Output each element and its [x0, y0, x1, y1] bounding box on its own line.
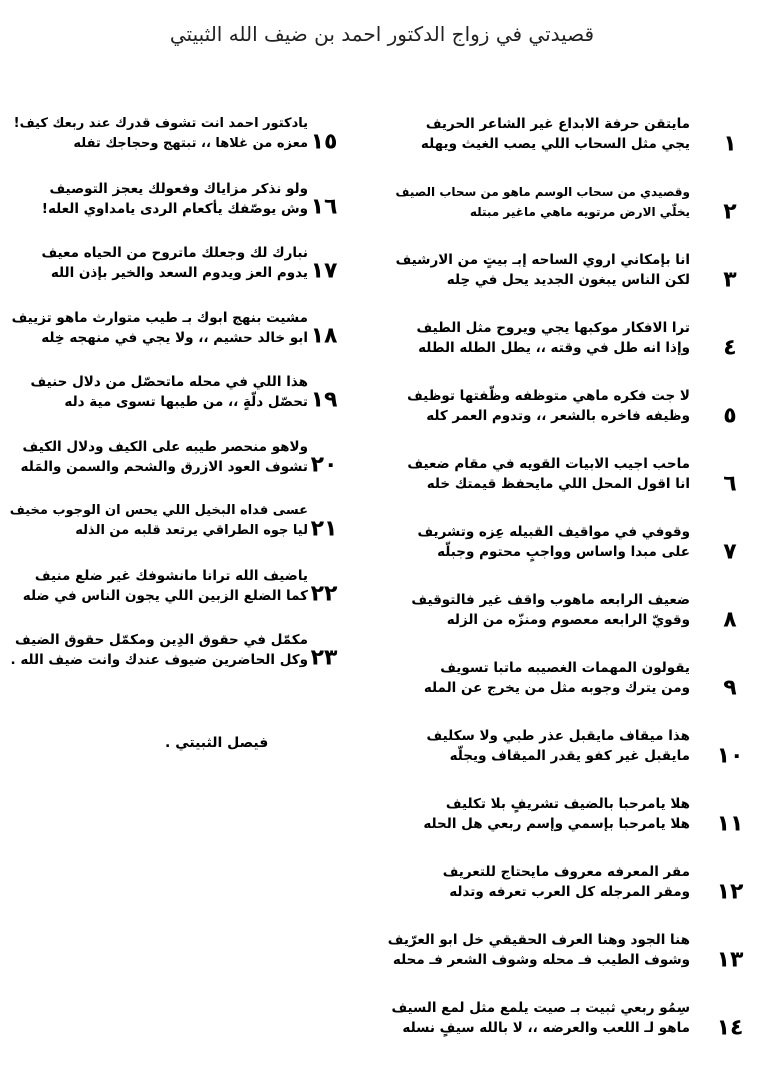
stanza-number: ١٨	[310, 323, 338, 349]
verse-line-2: انا اقول المحل اللي مايحفظ قيمتك خله	[426, 476, 690, 492]
verse-line-2: معزه من غلاها ،، تبتهج وحجاجك تفله	[73, 136, 308, 151]
stanza-lines	[396, 182, 690, 222]
verse-line-1: هذا ميقاف مايقبل عذر طبي ولا سكليف	[426, 728, 690, 744]
stanza-number: ١٦	[310, 194, 338, 220]
stanza-lines	[421, 114, 690, 154]
stanza	[0, 433, 380, 498]
stanza-number: ٢٠	[310, 452, 338, 478]
stanza-lines	[391, 998, 690, 1038]
stanza-lines	[21, 437, 308, 477]
verse-line-1: مقر المعرفه معروف مايحتاج للتعريف	[442, 864, 690, 880]
stanza-lines	[14, 114, 308, 154]
verse-line-1: سِمُو ربعي ثبيت بـ صيت يلمع مثل لمع السيف	[391, 1000, 690, 1016]
verse-line-2: تحصّل دلّةٍ ،، من طيبها تسوى مية دله	[64, 394, 308, 410]
stanza-number: ١٢	[716, 879, 744, 905]
stanza-number: ١٧	[310, 258, 338, 284]
verse-line-1: ضعيف الرابعه ماهوب واقف غير فالتوقيف	[411, 592, 690, 608]
stanza-lines	[23, 566, 308, 606]
stanza	[0, 368, 380, 433]
stanza	[0, 239, 380, 304]
stanza	[0, 626, 380, 691]
verse-line-1: انا بإمكاني اروي الساحه إبـ بيتٍ من الارشيف	[395, 252, 690, 268]
stanza-number: ٢٣	[310, 645, 338, 671]
stanza-lines	[411, 590, 690, 630]
stanza-lines	[424, 658, 690, 698]
stanza-number: ١٤	[716, 1015, 744, 1041]
verse-line-1: وقصيدي من سحاب الوسم ماهو من سحاب الصيف	[395, 185, 690, 199]
stanza-number: ١	[723, 131, 737, 157]
poet-signature: فيصل الثبيتي .	[165, 735, 269, 751]
stanza-number: ٣	[723, 267, 737, 293]
stanza	[380, 382, 760, 450]
stanza	[380, 586, 760, 654]
stanza-lines	[427, 726, 690, 766]
verse-line-2: وكل الحاضرين ضيوف عندك وانت ضيف الله .	[10, 652, 308, 668]
verse-line-2: وش يوصّفك يأكعام الردى يامداوي العله!	[41, 200, 308, 217]
verse-line-2: هلا يامرحبا بإسمي وإسم ربعي هل الحله	[423, 816, 690, 832]
verse-line-2: وقويّ الرابعه معصوم ومنزّه من الزله	[446, 612, 690, 628]
stanza-number: ٢٢	[310, 581, 338, 607]
stanza-number: ١١	[716, 811, 744, 837]
stanza-lines	[407, 386, 690, 426]
verse-line-1: يقولون المهمات الغصيبه ماتبا تسويف	[440, 660, 690, 676]
stanza	[380, 314, 760, 382]
stanza-number: ١٥	[310, 129, 338, 155]
stanza	[380, 654, 760, 722]
verse-line-2: كما الضلع الزبين اللي يجون الناس في ضله	[22, 587, 308, 604]
stanza	[0, 110, 380, 175]
verse-line-1: لا جت فكره ماهي متوظفه وظّفتها توظيف	[407, 388, 690, 404]
stanza-lines	[423, 794, 690, 834]
stanza-number: ١٣	[716, 947, 744, 973]
verse-line-1: ماحب اجيب الابيات القويه في مقام ضعيف	[407, 456, 690, 472]
stanza-lines	[41, 243, 308, 283]
stanza-lines	[388, 930, 690, 970]
stanza-number: ١٠	[716, 743, 744, 769]
stanza	[380, 450, 760, 518]
verse-line-1: هنا الجود وهنا العرف الحقيقي خل ابو العرّيف	[387, 932, 690, 948]
stanza	[380, 994, 760, 1062]
verse-line-2: ليا جوه الطراقي يرتعد قلبه من الذله	[75, 523, 308, 538]
stanza	[380, 722, 760, 790]
verse-line-2: مايقبل غير كفو يقدر الميقاف ويجلّه	[449, 748, 690, 764]
verse-line-2: وشوف الطيب فـ محله وشوف الشعر فـ محله	[392, 952, 690, 968]
stanza-lines	[417, 318, 690, 358]
verse-line-1: وقوفي في مواقيف القبيله عِزه وتشريف	[417, 524, 690, 540]
stanza-lines	[42, 179, 308, 219]
verse-line-2: ومقر المرجله كل العرب تعرفه وتدله	[449, 884, 690, 900]
verse-line-1: ترا الافكار موكبها يجي ويروح مثل الطيف	[416, 320, 690, 336]
stanza	[0, 304, 380, 369]
verse-line-1: هذا اللي في محله ماتحصّل من دلال حنيف	[30, 374, 308, 390]
stanza-lines	[31, 372, 308, 412]
stanza-lines	[12, 308, 308, 348]
verse-line-2: يجي مثل السحاب اللي يصب الغيث ويهله	[420, 136, 690, 152]
stanza	[380, 178, 760, 246]
stanza-lines	[443, 862, 690, 902]
stanza-lines	[417, 522, 690, 562]
verse-line-1: نبارك لك وجعلك ماتروح من الحياه معيف	[41, 245, 308, 261]
stanza-number: ٢١	[310, 516, 338, 542]
verse-line-1: يادكتور احمد انت تشوف قدرك عند ربعك كيف!	[13, 116, 308, 131]
stanza-number: ٨	[723, 607, 737, 633]
verse-line-2: يخلّي الارض مرتويه ماهي ماغير مبتله	[469, 205, 690, 219]
stanza-number: ٥	[723, 403, 737, 429]
page-title: قصيدتي في زواج الدكتور احمد بن ضيف الله الثبيتي	[169, 22, 595, 46]
stanza	[0, 175, 380, 240]
verse-line-2: ماهو لـ اللعب والعرضه ،، لا بالله سيفٍ نسله	[402, 1020, 690, 1036]
verse-line-2: على مبدا واساس وواجبٍ محتوم وجبلّه	[437, 544, 690, 560]
stanza-number: ٧	[723, 539, 737, 565]
verse-line-2: ومن يترك وجوبه مثل من يخرج عن المله	[423, 680, 690, 696]
stanza-lines	[10, 501, 308, 541]
stanza-number: ٦	[723, 471, 737, 497]
verse-line-1: مايتقن حرفة الابداع غير الشاعر الحريف	[425, 116, 690, 132]
stanza-number: ٤	[723, 335, 737, 361]
stanza-number: ٢	[723, 199, 737, 225]
left-column	[0, 110, 380, 691]
verse-line-1: ولو نذكر مزاياك وفعولك يعجز التوصيف	[49, 180, 308, 197]
right-column	[380, 110, 760, 1062]
stanza	[380, 110, 760, 178]
verse-line-1: ولاهو منحصر طيبه على الكيف ودلال الكيف	[22, 438, 308, 455]
stanza-lines	[396, 250, 690, 290]
verse-line-2: وظيفه فاخره بالشعر ،، وتدوم العمر كله	[426, 408, 690, 424]
stanza	[380, 858, 760, 926]
stanza-number: ١٩	[310, 387, 338, 413]
verse-line-1: عسى فداه البخيل اللي يحس ان الوجوب مخيف	[9, 503, 308, 518]
stanza-number: ٩	[723, 675, 737, 701]
verse-line-1: ياضيف الله ترانا مانشوفك غير ضلع منيف	[34, 567, 308, 584]
verse-line-2: وإذا انه طل في وقته ،، يطل الطله الطله	[418, 340, 690, 356]
stanza	[380, 518, 760, 586]
stanza	[380, 790, 760, 858]
stanza-lines	[407, 454, 690, 494]
verse-line-2: ابو خالد حشيم ،، ولا يجي في منهجه خِله	[41, 329, 308, 346]
verse-line-1: مشيت بنهج ابوك بـ طيب متوارث ماهو تزييف	[11, 309, 308, 326]
verse-line-2: لكن الناس يبغون الجديد يحل في حِله	[446, 272, 690, 288]
stanza	[380, 246, 760, 314]
stanza	[0, 497, 380, 562]
verse-line-2: تشوف العود الازرق والشحم والسمن والمَله	[20, 458, 308, 475]
stanza	[380, 926, 760, 994]
verse-line-1: مكمّل في حقوق الدِين ومكمّل حقوق الضيف	[15, 632, 308, 648]
stanza-lines	[11, 630, 309, 670]
verse-line-1: هلا يامرحبا بالضيف تشريفٍ بلا تكليف	[445, 796, 690, 812]
stanza	[0, 562, 380, 627]
verse-line-2: يدوم العز ويدوم السعد والخير بإذن الله	[50, 265, 308, 281]
